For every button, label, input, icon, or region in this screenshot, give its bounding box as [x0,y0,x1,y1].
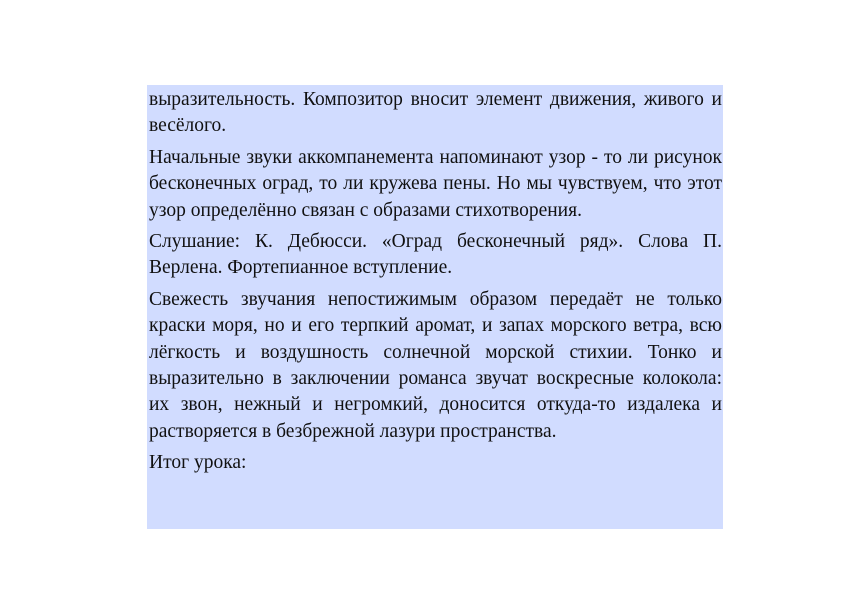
paragraph-lesson-summary: Итог урока: [149,452,247,474]
text-block [147,85,723,529]
paragraph-freshness: Свежесть звучания непостижимым образом передаёт не только краски моря, но и его терпкий аромат, и запах морского ветра, всю лёгкость и воздушность солнечной морской стихии. Тонко и выразительно в заключении романса звучат воскресные колокола: их звон, нежный и негромкий, доносится откуда-то издалека и растворяется в безбрежной лазури пространства. [149,288,722,442]
paragraph-expressiveness: выразительность. Композитор вносит элемент движения, живого и весёлого. [149,89,722,137]
paragraph-accompaniment: Начальные звуки аккомпанемента напоминают узор - то ли рисунок бесконечных оград, то ли кружева пены. Но мы чувствуем, что этот узор определённо связан с образами стихотворения. [149,146,722,221]
paragraph-listening: Слушание: К. Дебюсси. «Оград бесконечный ряд». Слова П. Верлена. Фортепианное вступление. [149,231,722,279]
